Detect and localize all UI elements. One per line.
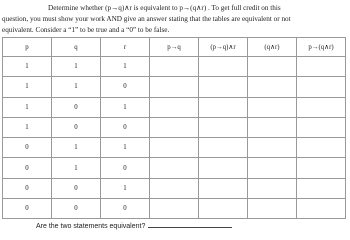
table-row	[3, 77, 346, 97]
instructions	[2, 3, 346, 36]
cell-r: 1	[101, 138, 150, 158]
cell-r: 1	[101, 178, 150, 198]
cell-p: 1	[3, 97, 52, 117]
answer-cell[interactable]	[248, 77, 297, 97]
cell-r: 0	[101, 77, 150, 97]
answer-cell[interactable]	[297, 57, 346, 77]
cell-p: 0	[3, 199, 52, 219]
header-p: p	[3, 38, 52, 57]
table-row	[3, 138, 346, 158]
answer-cell[interactable]	[248, 199, 297, 219]
cell-q: 0	[52, 117, 101, 137]
equivalence-question	[36, 221, 232, 230]
answer-cell[interactable]	[150, 199, 199, 219]
answer-cell[interactable]	[297, 117, 346, 137]
cell-r: 1	[101, 97, 150, 117]
instructions-line-3: equivalent. Consider a “1” to be true and a “0” to be false.	[2, 26, 170, 34]
answer-cell[interactable]	[199, 97, 248, 117]
answer-cell[interactable]	[199, 117, 248, 137]
cell-q: 1	[52, 77, 101, 97]
answer-cell[interactable]	[248, 97, 297, 117]
cell-p: 0	[3, 158, 52, 178]
answer-cell[interactable]	[150, 178, 199, 198]
cell-r: 0	[101, 199, 150, 219]
table-row	[3, 57, 346, 77]
answer-cell[interactable]	[248, 57, 297, 77]
header-r: r	[101, 38, 150, 57]
header-p-implies-q: p→q	[150, 38, 199, 57]
cell-q: 0	[52, 178, 101, 198]
answer-cell[interactable]	[199, 158, 248, 178]
table-row	[3, 199, 346, 219]
cell-q: 0	[52, 199, 101, 219]
header-row	[3, 38, 346, 57]
instructions-line-1: Determine whether (p→q)∧r is equivalent to p→(q∧r) . To get full credit on this	[48, 4, 281, 12]
answer-cell[interactable]	[248, 117, 297, 137]
truth-table	[2, 37, 346, 219]
answer-cell[interactable]	[248, 178, 297, 198]
answer-cell[interactable]	[297, 199, 346, 219]
answer-cell[interactable]	[248, 158, 297, 178]
answer-cell[interactable]	[150, 158, 199, 178]
answer-cell[interactable]	[199, 178, 248, 198]
table-row	[3, 158, 346, 178]
answer-cell[interactable]	[297, 97, 346, 117]
cell-r: 1	[101, 57, 150, 77]
cell-p: 0	[3, 138, 52, 158]
cell-r: 0	[101, 158, 150, 178]
header-q: q	[52, 38, 101, 57]
answer-cell[interactable]	[199, 199, 248, 219]
cell-p: 1	[3, 117, 52, 137]
answer-cell[interactable]	[150, 117, 199, 137]
answer-cell[interactable]	[297, 77, 346, 97]
cell-q: 0	[52, 97, 101, 117]
question-text: Are the two statements equivalent?	[36, 223, 146, 230]
answer-cell[interactable]	[150, 57, 199, 77]
cell-r: 0	[101, 117, 150, 137]
table-row	[3, 117, 346, 137]
answer-cell[interactable]	[150, 138, 199, 158]
cell-p: 1	[3, 57, 52, 77]
cell-p: 1	[3, 77, 52, 97]
answer-cell[interactable]	[297, 178, 346, 198]
cell-q: 1	[52, 57, 101, 77]
answer-cell[interactable]	[248, 138, 297, 158]
cell-p: 0	[3, 178, 52, 198]
answer-cell[interactable]	[199, 138, 248, 158]
header-q-and-r: (q∧r)	[248, 38, 297, 57]
table-row	[3, 178, 346, 198]
table-row	[3, 97, 346, 117]
header-p-implies-q-and-r-grouped: p→(q∧r)	[297, 38, 346, 57]
answer-cell[interactable]	[150, 97, 199, 117]
cell-q: 1	[52, 158, 101, 178]
answer-cell[interactable]	[297, 158, 346, 178]
answer-cell[interactable]	[199, 57, 248, 77]
answer-cell[interactable]	[199, 77, 248, 97]
answer-blank[interactable]	[148, 221, 232, 228]
answer-cell[interactable]	[297, 138, 346, 158]
instructions-line-2: question, you must show your work AND give an answer stating that the tables are equivalent or not	[2, 15, 291, 23]
answer-cell[interactable]	[150, 77, 199, 97]
header-p-implies-q-and-r: (p→q)∧r	[199, 38, 248, 57]
cell-q: 1	[52, 138, 101, 158]
